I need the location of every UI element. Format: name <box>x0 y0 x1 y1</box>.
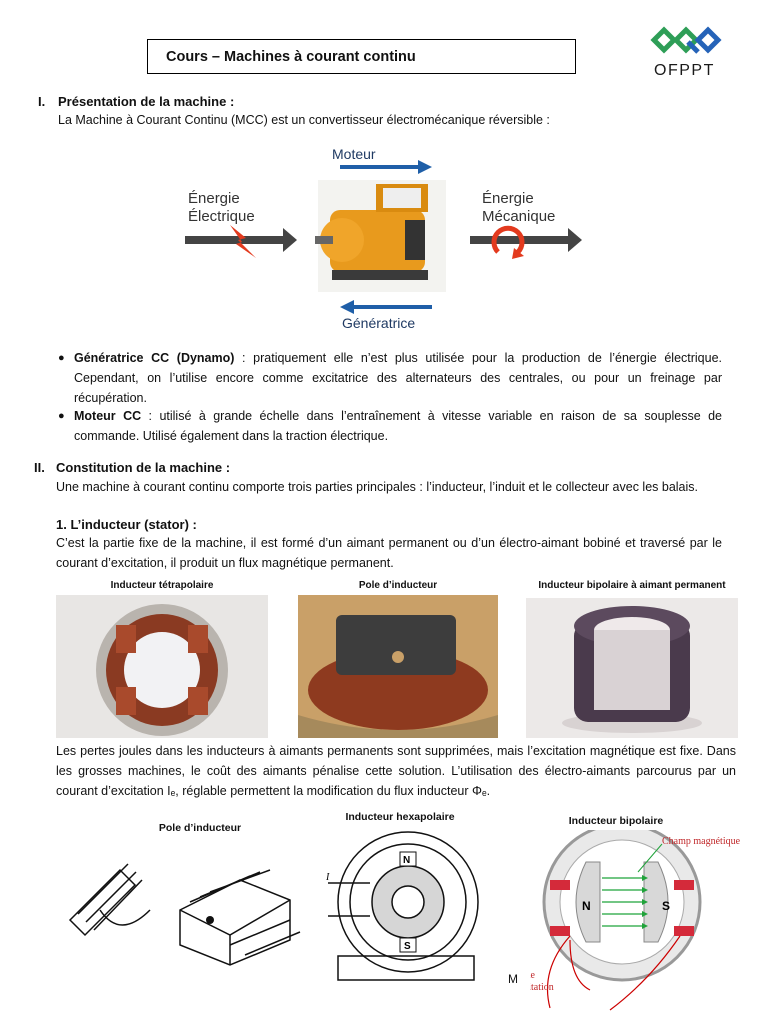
page-title: Cours – Machines à courant continu <box>166 49 416 65</box>
title-box <box>147 39 576 74</box>
section1-number: I. <box>38 94 46 109</box>
photo-caption-pole: Pole d’inducteur <box>358 580 438 591</box>
drawing-caption-hexapolaire: Inducteur hexapolaire <box>345 811 455 823</box>
photo-pole-inducteur <box>298 595 498 738</box>
hexa-s-label: S <box>404 941 411 952</box>
energie-mecanique-line2: Mécanique <box>482 208 556 225</box>
ofppt-logo <box>648 22 728 82</box>
drawing-pole-inducteur <box>60 840 310 970</box>
bullet-dot: ● <box>58 410 65 422</box>
bobine-label-line1: e <box>530 970 535 981</box>
bullet-generatrice <box>74 348 722 408</box>
pole-s-label: S <box>662 899 671 913</box>
section1-heading: Présentation de la machine : <box>58 94 235 109</box>
bullet-dot: ● <box>58 352 65 364</box>
photo-inducteur-tetrapolaire <box>56 595 268 738</box>
conversion-figure <box>180 140 590 340</box>
energie-mecanique-label <box>482 190 555 226</box>
photo-inducteur-bipolaire-aimant <box>526 598 738 738</box>
drawing-inducteur-bipolaire <box>530 830 760 1020</box>
hexa-current-label: I <box>326 872 330 883</box>
energie-electrique-line2: Électrique <box>188 208 255 225</box>
energie-electrique-label <box>188 190 255 226</box>
champ-magnetique-label: Champ magnétique <box>662 836 741 847</box>
moteur-label: Moteur <box>332 146 376 162</box>
photo-caption-tetrapolaire: Inducteur tétrapolaire <box>110 580 214 591</box>
section2-heading: Constitution de la machine : <box>56 460 231 475</box>
logo-text: OFPPT <box>654 62 715 79</box>
energie-electrique-line1: Énergie <box>188 190 240 207</box>
section2-intro: Une machine à courant continu comporte trois parties principales : l’inducteur, l’induit et le collecteur avec les balais. <box>56 480 698 494</box>
conversion-figure-graphic <box>180 140 590 340</box>
energie-mecanique-line1: Énergie <box>482 190 534 207</box>
section1-intro: La Machine à Courant Continu (MCC) est un convertisseur électromécanique réversible : <box>58 113 550 127</box>
hexa-n-label: N <box>403 855 411 866</box>
bullet-moteur <box>74 406 722 446</box>
paragraph-aimants: Les pertes joules dans les inducteurs à aimants permanents sont supprimées, mais l’excitation magnétique est fixe. Dans les grosses machines, le coût des aimants pénalise cette solution. L’utilisation des électro-aimants parcourus par un courant d’excitation Iₑ, réglable permettent la modification du flux inducteur Φₑ. <box>56 744 736 798</box>
footer-fragment: M <box>508 972 518 986</box>
bullet-term: Moteur CC <box>74 409 142 423</box>
inducteur-text: C’est la partie fixe de la machine, il est formé d’un aimant permanent ou d’un électro-aimant bobiné et traversé par le courant d’excitation, il produit un flux magnétique permanent. <box>56 536 722 570</box>
drawing-inducteur-hexapolaire <box>320 828 490 988</box>
generatrice-label: Génératrice <box>342 315 416 331</box>
drawing-caption-pole: Pole d’inducteur <box>158 822 242 834</box>
pole-n-label: N <box>582 899 591 913</box>
bullet-text: : utilisé à grande échelle dans l’entraînement à vitesse variable en raison de sa souplesse de commande. Utilisé également dans la traction électrique. <box>74 409 722 443</box>
drawing-caption-bipolaire: Inducteur bipolaire <box>568 815 664 827</box>
inducteur-heading: 1. L’inducteur (stator) : <box>56 517 197 532</box>
photo-caption-bipolaire-aimant: Inducteur bipolaire à aimant permanent <box>538 580 726 591</box>
bullet-term: Génératrice CC (Dynamo) <box>74 351 235 365</box>
bullet-text: : pratiquement elle n’est plus utilisée pour la production de l’énergie électrique. Cependant, on l’utilise encore comme excitatrice des alternateurs des centrales, ou pour un freinage par récupération. <box>74 351 723 405</box>
section2-number: II. <box>34 460 45 475</box>
bobine-label-line2: tation <box>530 982 554 993</box>
